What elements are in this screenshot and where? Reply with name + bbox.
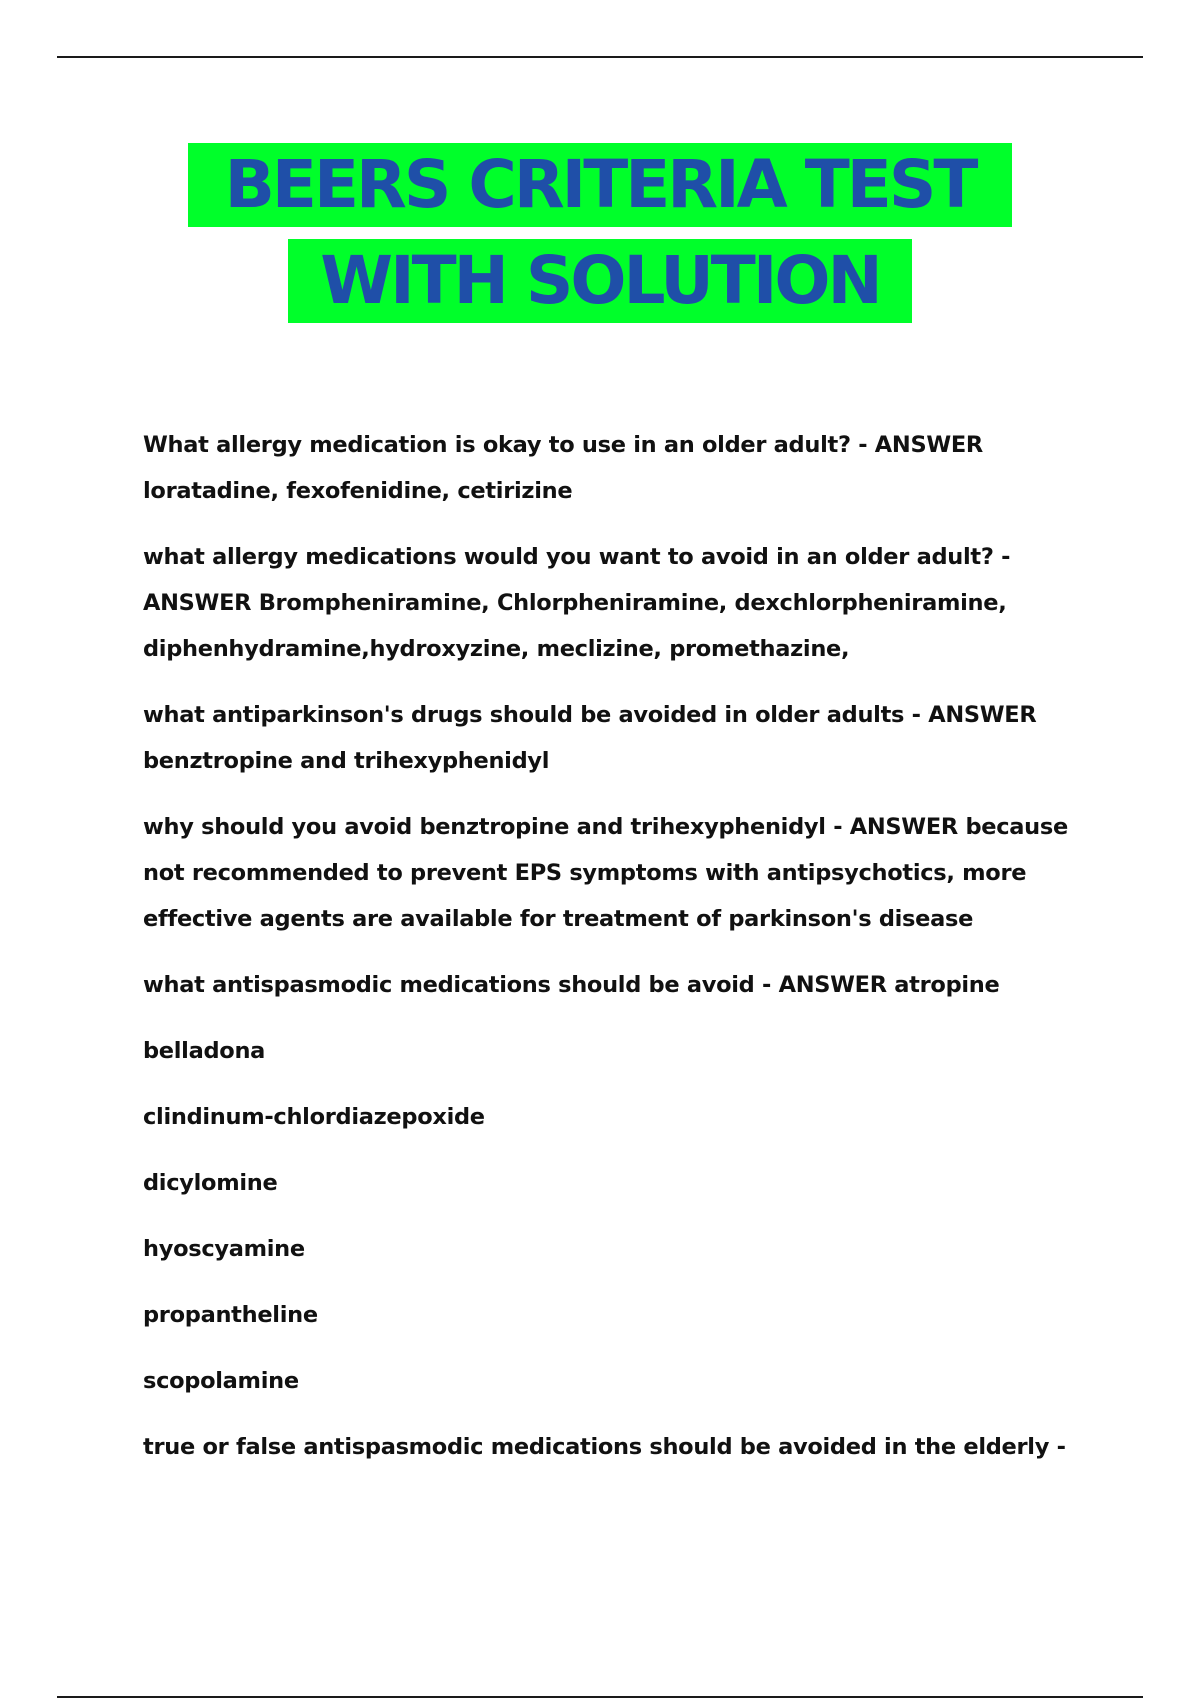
list-item-hyoscyamine: hyoscyamine (143, 1236, 305, 1262)
list-item-scopolamine: scopolamine (143, 1368, 299, 1394)
bottom-divider (57, 1696, 1143, 1698)
qa-paragraph-2: what allergy medications would you want to avoid in an older adult? - ANSWER Brompheniramine, Chlorpheniramine, dexchlorpheniramine, diphenhydramine,hydroxyzine, meclizine, promethazine, (143, 544, 1011, 662)
document-title (0, 143, 1200, 335)
list-item-dicylomine: dicylomine (143, 1170, 278, 1196)
list-item-clindinum: clindinum-chlordiazepoxide (143, 1104, 485, 1130)
list-item-belladona: belladona (143, 1038, 266, 1064)
title-line-2: WITH SOLUTION (288, 239, 912, 323)
qa-paragraph-1: What allergy medication is okay to use in an older adult? - ANSWER loratadine, fexofenidine, cetirizine (143, 432, 983, 504)
qa-paragraph-true-false: true or false antispasmodic medications should be avoided in the elderly - (143, 1434, 1066, 1460)
qa-paragraph-5: what antispasmodic medications should be avoid - ANSWER atropine (143, 972, 1000, 998)
qa-paragraph-4: why should you avoid benztropine and trihexyphenidyl - ANSWER because not recommended to prevent EPS symptoms with antipsychotics, more effective agents are available for treatment of parkinson's disease (143, 814, 1068, 932)
title-line-1: BEERS CRITERIA TEST (188, 143, 1012, 227)
list-item-propantheline: propantheline (143, 1302, 318, 1328)
qa-paragraph-3: what antiparkinson's drugs should be avoided in older adults - ANSWER benztropine and trihexyphenidyl (143, 702, 1037, 774)
question-answer-list (143, 422, 1083, 1490)
top-divider (57, 56, 1143, 58)
